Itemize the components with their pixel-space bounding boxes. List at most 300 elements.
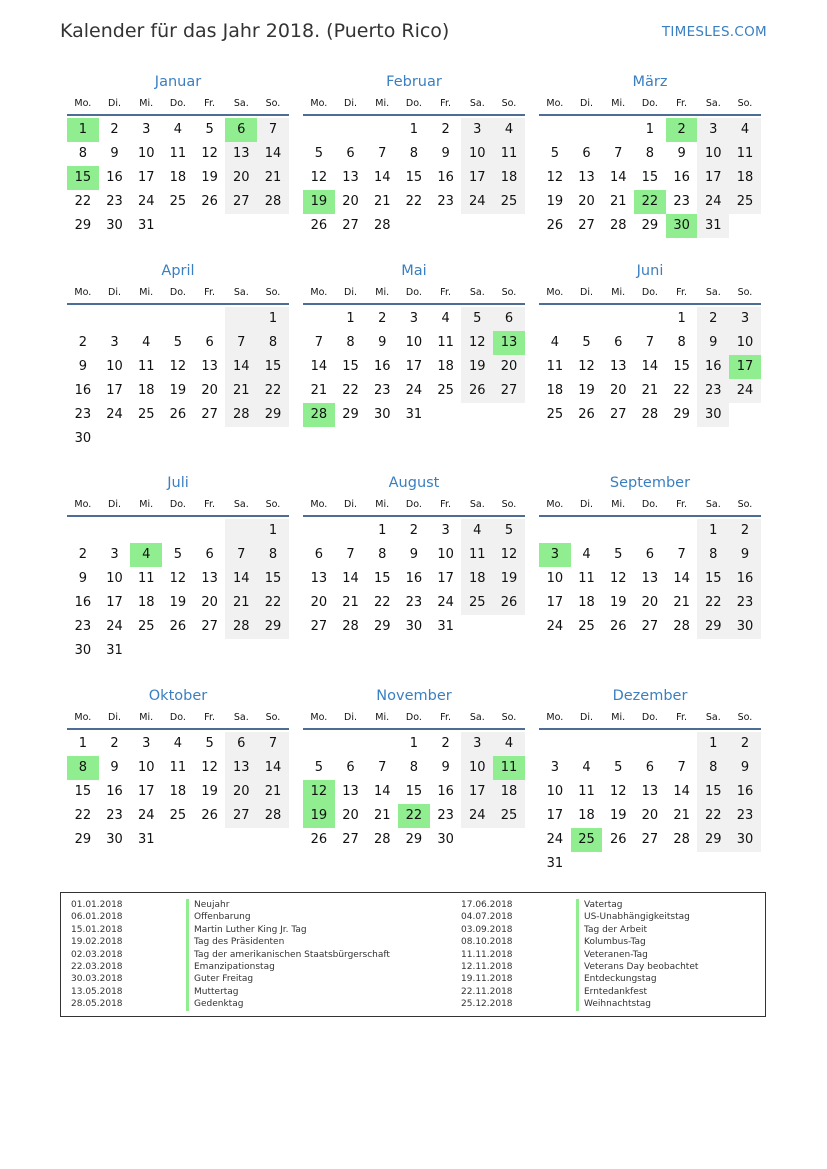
day-cell[interactable]: 19 [546,194,564,209]
day-cell[interactable]: 28 [373,832,391,847]
day-cell[interactable]: 14 [373,170,391,185]
day-cell[interactable]: 27 [609,407,627,422]
day-cell[interactable]: 26 [169,407,187,422]
day-cell[interactable]: 1 [677,311,686,326]
day-cell[interactable]: 29 [257,403,289,427]
day-cell[interactable]: 21 [342,595,359,610]
day-cell[interactable]: 21 [257,780,289,804]
day-cell[interactable]: 4 [461,519,493,543]
day-cell[interactable]: 9 [110,760,119,775]
day-cell[interactable]: 12 [609,784,627,799]
day-cell[interactable]: 25 [546,407,564,422]
day-cell[interactable]: 9 [729,543,761,567]
day-cell[interactable]: 30 [405,619,423,634]
day-cell[interactable]: 8 [257,331,289,355]
day-cell[interactable]: 16 [437,170,454,185]
day-cell[interactable]: 13 [342,784,359,799]
day-cell[interactable]: 16 [74,383,92,398]
day-cell[interactable]: 15 [74,784,92,799]
day-cell[interactable]: 7 [225,331,257,355]
day-cell[interactable]: 13 [201,359,218,374]
day-cell[interactable]: 18 [461,567,493,591]
day-cell[interactable]: 5 [173,547,183,562]
day-cell[interactable]: 4 [493,118,525,142]
day-cell[interactable]: 31 [697,214,729,238]
day-cell[interactable]: 17 [546,808,564,823]
day-cell[interactable]: 19 [169,595,187,610]
day-cell[interactable]: 21 [641,383,659,398]
day-cell[interactable]: 14 [257,756,289,780]
day-cell[interactable]: 21 [673,808,690,823]
day-cell[interactable]: 27 [225,190,257,214]
day-cell[interactable]: 26 [493,591,525,615]
day-cell[interactable]: 16 [106,784,123,799]
day-cell[interactable]: 16 [106,170,123,185]
day-cell[interactable]: 3 [461,732,493,756]
day-cell[interactable]: 6 [205,335,214,350]
day-cell[interactable]: 25 [437,383,454,398]
day-cell[interactable]: 2 [441,122,450,137]
day-cell[interactable]: 7 [614,146,623,161]
day-cell[interactable]: 15 [67,166,99,190]
day-cell[interactable]: 28 [641,407,659,422]
day-cell[interactable]: 21 [225,591,257,615]
day-cell[interactable]: 7 [225,543,257,567]
day-cell[interactable]: 20 [201,595,218,610]
day-cell[interactable]: 24 [461,190,493,214]
day-cell[interactable]: 4 [130,543,162,567]
day-cell[interactable]: 3 [110,335,119,350]
day-cell[interactable]: 17 [106,595,123,610]
day-cell[interactable]: 10 [405,335,423,350]
day-cell[interactable]: 16 [405,571,423,586]
day-cell[interactable]: 3 [441,523,450,538]
day-cell[interactable]: 24 [137,194,155,209]
day-cell[interactable]: 29 [342,407,359,422]
day-cell[interactable]: 16 [74,595,92,610]
day-cell[interactable]: 10 [137,760,155,775]
day-cell[interactable]: 25 [578,619,595,634]
day-cell[interactable]: 22 [342,383,359,398]
day-cell[interactable]: 10 [546,784,564,799]
day-cell[interactable]: 1 [409,122,419,137]
day-cell[interactable]: 22 [398,804,430,828]
day-cell[interactable]: 2 [697,307,729,331]
day-cell[interactable]: 2 [110,122,119,137]
day-cell[interactable]: 2 [441,736,450,751]
day-cell[interactable]: 2 [729,732,761,756]
day-cell[interactable]: 27 [641,832,659,847]
day-cell[interactable]: 23 [729,804,761,828]
day-cell[interactable]: 8 [697,756,729,780]
day-cell[interactable]: 20 [609,383,627,398]
day-cell[interactable]: 28 [257,804,289,828]
day-cell[interactable]: 16 [729,780,761,804]
day-cell[interactable]: 6 [346,146,355,161]
day-cell[interactable]: 8 [257,543,289,567]
day-cell[interactable]: 15 [257,355,289,379]
day-cell[interactable]: 19 [303,804,335,828]
day-cell[interactable]: 17 [729,355,761,379]
day-cell[interactable]: 5 [173,335,183,350]
day-cell[interactable]: 12 [578,359,595,374]
day-cell[interactable]: 21 [225,379,257,403]
day-cell[interactable]: 17 [697,166,729,190]
day-cell[interactable]: 26 [609,832,627,847]
day-cell[interactable]: 15 [373,571,391,586]
day-cell[interactable]: 13 [578,170,595,185]
day-cell[interactable]: 10 [461,142,493,166]
day-cell[interactable]: 28 [303,403,335,427]
day-cell[interactable]: 19 [493,567,525,591]
day-cell[interactable]: 30 [437,832,454,847]
day-cell[interactable]: 17 [137,784,155,799]
day-cell[interactable]: 8 [378,547,387,562]
day-cell[interactable]: 14 [373,784,391,799]
day-cell[interactable]: 26 [310,832,328,847]
day-cell[interactable]: 19 [578,383,595,398]
day-cell[interactable]: 22 [257,591,289,615]
day-cell[interactable]: 31 [137,218,155,233]
day-cell[interactable]: 9 [697,331,729,355]
day-cell[interactable]: 11 [461,543,493,567]
day-cell[interactable]: 25 [137,407,155,422]
day-cell[interactable]: 23 [437,808,454,823]
day-cell[interactable]: 13 [342,170,359,185]
day-cell[interactable]: 14 [257,142,289,166]
day-cell[interactable]: 23 [106,808,123,823]
day-cell[interactable]: 24 [405,383,423,398]
day-cell[interactable]: 22 [673,383,690,398]
day-cell[interactable]: 8 [409,760,419,775]
day-cell[interactable]: 27 [225,804,257,828]
day-cell[interactable]: 18 [137,383,155,398]
day-cell[interactable]: 29 [641,218,659,233]
day-cell[interactable]: 19 [201,784,218,799]
day-cell[interactable]: 25 [137,619,155,634]
day-cell[interactable]: 17 [461,166,493,190]
day-cell[interactable]: 12 [546,170,564,185]
day-cell[interactable]: 25 [169,194,187,209]
day-cell[interactable]: 12 [493,543,525,567]
day-cell[interactable]: 15 [697,567,729,591]
day-cell[interactable]: 21 [373,808,391,823]
day-cell[interactable]: 22 [697,591,729,615]
day-cell[interactable]: 15 [673,359,690,374]
day-cell[interactable]: 12 [201,760,218,775]
day-cell[interactable]: 14 [673,571,690,586]
day-cell[interactable]: 20 [201,383,218,398]
day-cell[interactable]: 30 [106,218,123,233]
day-cell[interactable]: 20 [493,355,525,379]
day-cell[interactable]: 17 [106,383,123,398]
day-cell[interactable]: 10 [546,571,564,586]
day-cell[interactable]: 23 [673,194,690,209]
day-cell[interactable]: 22 [373,595,391,610]
day-cell[interactable]: 3 [539,543,571,567]
day-cell[interactable]: 18 [137,595,155,610]
day-cell[interactable]: 18 [437,359,454,374]
day-cell[interactable]: 10 [461,756,493,780]
day-cell[interactable]: 28 [225,403,257,427]
day-cell[interactable]: 18 [729,166,761,190]
day-cell[interactable]: 1 [697,732,729,756]
day-cell[interactable]: 13 [225,142,257,166]
day-cell[interactable]: 27 [342,218,359,233]
day-cell[interactable]: 9 [78,571,87,586]
day-cell[interactable]: 7 [677,760,686,775]
day-cell[interactable]: 26 [310,218,328,233]
day-cell[interactable]: 20 [641,808,659,823]
day-cell[interactable]: 29 [257,615,289,639]
day-cell[interactable]: 4 [142,335,151,350]
day-cell[interactable]: 23 [697,379,729,403]
day-cell[interactable]: 18 [169,170,187,185]
day-cell[interactable]: 23 [106,194,123,209]
day-cell[interactable]: 3 [142,122,151,137]
day-cell[interactable]: 10 [697,142,729,166]
day-cell[interactable]: 31 [106,643,123,658]
day-cell[interactable]: 1 [78,736,87,751]
day-cell[interactable]: 12 [461,331,493,355]
day-cell[interactable]: 29 [74,218,92,233]
day-cell[interactable]: 1 [378,523,387,538]
day-cell[interactable]: 18 [578,595,595,610]
day-cell[interactable]: 31 [405,407,423,422]
day-cell[interactable]: 4 [729,118,761,142]
day-cell[interactable]: 7 [645,335,655,350]
day-cell[interactable]: 3 [461,118,493,142]
day-cell[interactable]: 17 [405,359,423,374]
day-cell[interactable]: 28 [225,615,257,639]
day-cell[interactable]: 24 [137,808,155,823]
day-cell[interactable]: 20 [225,166,257,190]
day-cell[interactable]: 7 [378,760,387,775]
day-cell[interactable]: 14 [342,571,359,586]
day-cell[interactable]: 28 [373,218,391,233]
day-cell[interactable]: 30 [666,214,698,238]
day-cell[interactable]: 18 [578,808,595,823]
day-cell[interactable]: 5 [461,307,493,331]
day-cell[interactable]: 4 [582,547,591,562]
day-cell[interactable]: 26 [461,379,493,403]
day-cell[interactable]: 29 [373,619,391,634]
day-cell[interactable]: 25 [461,591,493,615]
day-cell[interactable]: 13 [493,331,525,355]
day-cell[interactable]: 12 [169,359,187,374]
day-cell[interactable]: 11 [493,142,525,166]
day-cell[interactable]: 3 [110,547,119,562]
day-cell[interactable]: 3 [697,118,729,142]
day-cell[interactable]: 24 [729,379,761,403]
day-cell[interactable]: 5 [550,146,559,161]
day-cell[interactable]: 16 [697,355,729,379]
day-cell[interactable]: 30 [729,828,761,852]
day-cell[interactable]: 24 [546,832,564,847]
day-cell[interactable]: 6 [225,732,257,756]
day-cell[interactable]: 4 [173,736,183,751]
day-cell[interactable]: 14 [673,784,690,799]
day-cell[interactable]: 1 [409,736,419,751]
day-cell[interactable]: 11 [546,359,564,374]
day-cell[interactable]: 19 [609,595,627,610]
day-cell[interactable]: 29 [697,615,729,639]
day-cell[interactable]: 16 [373,359,391,374]
day-cell[interactable]: 21 [609,194,627,209]
day-cell[interactable]: 14 [609,170,627,185]
day-cell[interactable]: 26 [546,218,564,233]
day-cell[interactable]: 6 [205,547,214,562]
day-cell[interactable]: 2 [729,519,761,543]
day-cell[interactable]: 13 [641,784,659,799]
day-cell[interactable]: 17 [137,170,155,185]
day-cell[interactable]: 30 [106,832,123,847]
day-cell[interactable]: 11 [137,571,155,586]
day-cell[interactable]: 20 [641,595,659,610]
day-cell[interactable]: 27 [201,619,218,634]
day-cell[interactable]: 15 [342,359,359,374]
day-cell[interactable]: 17 [437,571,454,586]
day-cell[interactable]: 23 [74,407,92,422]
day-cell[interactable]: 3 [142,736,151,751]
day-cell[interactable]: 7 [378,146,387,161]
day-cell[interactable]: 23 [405,595,423,610]
day-cell[interactable]: 6 [645,760,655,775]
day-cell[interactable]: 5 [314,146,323,161]
day-cell[interactable]: 29 [74,832,92,847]
day-cell[interactable]: 6 [493,307,525,331]
day-cell[interactable]: 23 [729,591,761,615]
day-cell[interactable]: 21 [257,166,289,190]
day-cell[interactable]: 31 [137,832,155,847]
day-cell[interactable]: 7 [346,547,355,562]
day-cell[interactable]: 25 [493,190,525,214]
day-cell[interactable]: 14 [225,355,257,379]
day-cell[interactable]: 4 [173,122,183,137]
day-cell[interactable]: 22 [74,194,92,209]
day-cell[interactable]: 16 [437,784,454,799]
day-cell[interactable]: 13 [641,571,659,586]
day-cell[interactable]: 5 [582,335,591,350]
day-cell[interactable]: 21 [373,194,391,209]
day-cell[interactable]: 31 [546,856,564,871]
day-cell[interactable]: 18 [493,166,525,190]
day-cell[interactable]: 26 [578,407,595,422]
day-cell[interactable]: 8 [78,146,87,161]
day-cell[interactable]: 28 [609,218,627,233]
day-cell[interactable]: 6 [346,760,355,775]
day-cell[interactable]: 8 [346,335,355,350]
day-cell[interactable]: 6 [314,547,323,562]
day-cell[interactable]: 18 [493,780,525,804]
day-cell[interactable]: 10 [729,331,761,355]
day-cell[interactable]: 4 [582,760,591,775]
day-cell[interactable]: 28 [673,619,690,634]
day-cell[interactable]: 29 [673,407,690,422]
day-cell[interactable]: 12 [609,571,627,586]
day-cell[interactable]: 28 [257,190,289,214]
day-cell[interactable]: 10 [437,547,454,562]
day-cell[interactable]: 31 [437,619,454,634]
day-cell[interactable]: 27 [342,832,359,847]
day-cell[interactable]: 20 [310,595,328,610]
day-cell[interactable]: 19 [303,190,335,214]
day-cell[interactable]: 9 [378,335,387,350]
day-cell[interactable]: 1 [697,519,729,543]
day-cell[interactable]: 8 [697,543,729,567]
day-cell[interactable]: 9 [441,760,450,775]
day-cell[interactable]: 1 [257,307,289,331]
day-cell[interactable]: 9 [729,756,761,780]
day-cell[interactable]: 23 [74,619,92,634]
day-cell[interactable]: 3 [409,311,419,326]
day-cell[interactable]: 8 [677,335,686,350]
day-cell[interactable]: 5 [614,547,623,562]
day-cell[interactable]: 22 [257,379,289,403]
day-cell[interactable]: 19 [201,170,218,185]
day-cell[interactable]: 18 [169,784,187,799]
day-cell[interactable]: 11 [578,784,595,799]
day-cell[interactable]: 14 [641,359,659,374]
day-cell[interactable]: 24 [546,619,564,634]
day-cell[interactable]: 25 [571,828,603,852]
day-cell[interactable]: 17 [461,780,493,804]
day-cell[interactable]: 5 [205,736,214,751]
day-cell[interactable]: 16 [729,567,761,591]
day-cell[interactable]: 27 [310,619,328,634]
day-cell[interactable]: 2 [78,547,87,562]
day-cell[interactable]: 9 [78,359,87,374]
day-cell[interactable]: 30 [697,403,729,427]
day-cell[interactable]: 9 [110,146,119,161]
day-cell[interactable]: 12 [201,146,218,161]
day-cell[interactable]: 19 [169,383,187,398]
day-cell[interactable]: 10 [137,146,155,161]
day-cell[interactable]: 8 [409,146,419,161]
day-cell[interactable]: 15 [257,567,289,591]
day-cell[interactable]: 11 [493,756,525,780]
day-cell[interactable]: 11 [437,335,454,350]
day-cell[interactable]: 23 [373,383,391,398]
day-cell[interactable]: 4 [441,311,450,326]
day-cell[interactable]: 22 [697,804,729,828]
day-cell[interactable]: 27 [641,619,659,634]
day-cell[interactable]: 7 [257,118,289,142]
day-cell[interactable]: 19 [461,355,493,379]
day-cell[interactable]: 15 [697,780,729,804]
day-cell[interactable]: 6 [614,335,623,350]
day-cell[interactable]: 14 [310,359,328,374]
day-cell[interactable]: 5 [493,519,525,543]
day-cell[interactable]: 20 [342,194,359,209]
day-cell[interactable]: 30 [373,407,391,422]
day-cell[interactable]: 6 [582,146,591,161]
day-cell[interactable]: 6 [225,118,257,142]
day-cell[interactable]: 20 [578,194,595,209]
day-cell[interactable]: 12 [303,780,335,804]
day-cell[interactable]: 26 [201,194,218,209]
day-cell[interactable]: 27 [578,218,595,233]
day-cell[interactable]: 7 [257,732,289,756]
day-cell[interactable]: 13 [310,571,328,586]
day-cell[interactable]: 22 [405,194,423,209]
day-cell[interactable]: 12 [310,170,328,185]
day-cell[interactable]: 2 [78,335,87,350]
day-cell[interactable]: 22 [74,808,92,823]
day-cell[interactable]: 11 [169,146,187,161]
day-cell[interactable]: 21 [310,383,328,398]
day-cell[interactable]: 7 [677,547,686,562]
